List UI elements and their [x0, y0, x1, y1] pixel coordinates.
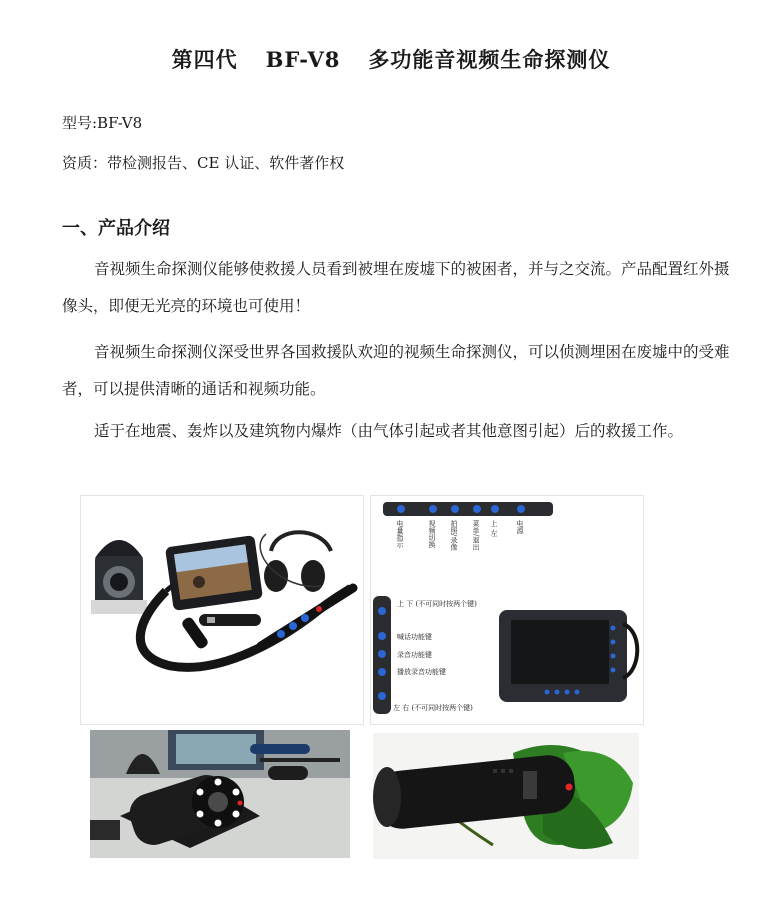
label-menu-exit: 菜单/退出 [472, 520, 480, 551]
probe-foliage-photo [373, 733, 639, 859]
paragraph-2 [62, 334, 730, 408]
page-title [0, 44, 782, 74]
label-up-down: 上 下 (不可同时按两个键) [397, 600, 477, 608]
paragraph-3-text: 适于在地震、轰炸以及建筑物内爆炸（由气体引起或者其他意图引起）后的救援工作。 [94, 422, 684, 440]
product-kit-photo [80, 495, 364, 725]
label-photo-record: 拍照/录像 [450, 520, 458, 551]
paragraph-1 [62, 251, 730, 325]
infrared-probe-photo [90, 730, 350, 858]
label-talk: 喊话功能键 [397, 633, 432, 641]
paragraph-3 [62, 413, 730, 450]
paragraph-2-text: 音视频生命探测仪深受世界各国救援队欢迎的视频生命探测仪，可以侦测埋困在废墟中的受难者，可以提供清晰的通话和视频功能。 [62, 343, 730, 398]
product-kit-illustration [81, 496, 363, 724]
label-video-switch: 视频切换 [428, 520, 436, 548]
probe-foliage-illustration [373, 733, 639, 859]
label-play-audio: 播放录音功能键 [397, 668, 446, 676]
qualification-line: 资质：带检测报告、CE 认证、软件著作权 [62, 154, 345, 172]
label-record-audio: 录音功能键 [397, 651, 432, 659]
label-left-right: 左 右 (不可同时按两个键) [393, 704, 473, 712]
control-diagram-illustration [371, 496, 643, 724]
model-line: 型号:BF-V8 [62, 114, 143, 132]
control-diagram [370, 495, 644, 725]
label-power: 电源 [516, 520, 524, 534]
section-heading: 一、产品介绍 [62, 218, 170, 239]
title-model: BF-V8 [265, 47, 341, 72]
title-generation: 第四代 [171, 47, 238, 72]
infrared-probe-illustration [90, 730, 350, 858]
title-product: 多功能音视频生命探测仪 [368, 47, 611, 72]
label-up-left: 上 左 [490, 520, 498, 537]
label-battery: 电量指示 [396, 520, 404, 548]
paragraph-1-text: 音视频生命探测仪能够使救援人员看到被埋在废墟下的被困者，并与之交流。产品配置红外摄像头，即便无光亮的环境也可使用！ [62, 260, 730, 315]
